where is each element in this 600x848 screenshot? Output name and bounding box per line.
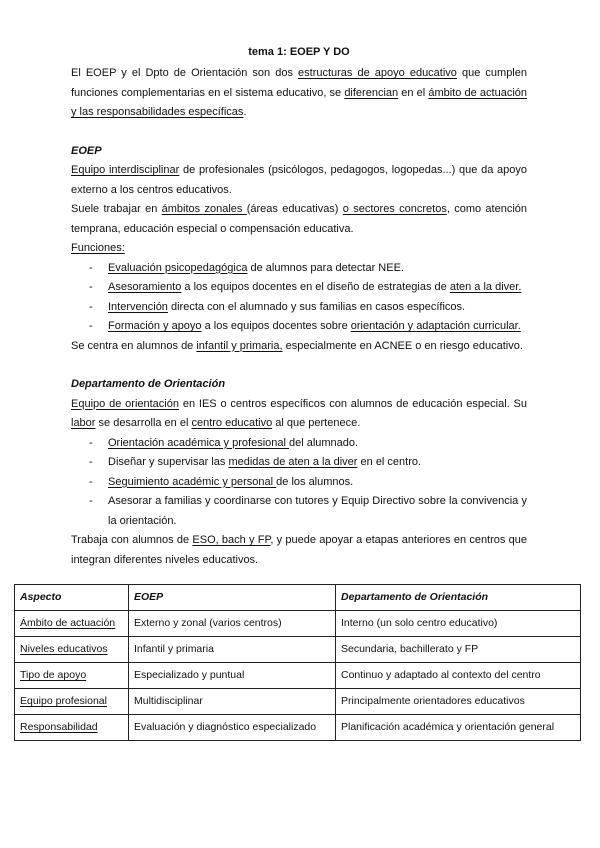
table-row [15,715,581,741]
underlined-text: estructuras de apoyo educativo [298,67,457,79]
underlined-text: Intervención [108,300,168,313]
do-paragraph-1 [71,395,527,434]
table-header-row [15,585,581,611]
underlined-text: labor [71,417,96,429]
underlined-text: ESO, bach y FP [192,534,271,546]
underlined-text: aten a la diver. [449,281,522,293]
table-header-cell: EOEP [129,585,336,611]
text: en IES o centros específicos con alumnos de educación especial. Su [178,397,527,410]
functions-label [71,239,527,259]
eoep-heading: EOEP [71,144,102,157]
text: Se centra en alumnos de [71,339,197,352]
text: de profesionales (psicólogos, pedagogos, logopedas...) que da apoyo externo a los centros educativos. [71,164,527,196]
underlined-text: Equipo profesional [20,694,107,707]
underlined-text: Equipo interdisciplinar [71,164,180,176]
table-row [15,637,581,663]
table-header-cell: Departamento de Orientación [336,585,581,611]
text: , y puede apoyar a etapas anteriores en centros que integran diferentes niveles educativos. [71,534,527,566]
document-page [71,40,527,570]
comparison-table [14,584,581,741]
eoep-paragraph-1 [71,161,527,200]
underlined-text: o sectores concretos [342,203,447,215]
underlined-text: Responsabilidad [20,720,98,733]
text: Suele trabajar en [71,203,162,215]
table-cell: Continuo y adaptado al contexto del centro [336,663,581,689]
intro-paragraph [71,64,527,123]
table-cell: Principalmente orientadores educativos [336,689,581,715]
text: directa con el alumnado y sus familias en casos específicos. [167,300,466,313]
underlined-text: Seguimiento académic y personal [108,475,277,488]
eoep-paragraph-2 [71,200,527,239]
text: se desarrolla en el [95,417,192,429]
text: a los equipos docentes sobre [201,320,351,332]
table-row [15,611,581,637]
table-cell: Evaluación y diagnóstico especializado [129,715,336,741]
text: a los equipos docentes en el diseño de estrategias de [181,281,450,293]
functions-list [71,259,527,337]
list-item [71,492,527,531]
text: de alumnos para detectar NEE. [247,261,404,274]
table-cell [15,637,129,663]
eoep-paragraph-3 [71,337,527,357]
list-item [71,317,527,337]
do-list [71,434,527,532]
table-cell: Especializado y puntual [129,663,336,689]
list-item [71,278,527,298]
underlined-text: Niveles educativos [20,642,108,655]
text: del alumnado. [288,436,359,449]
table-row [15,663,581,689]
table-cell [15,715,129,741]
list-item [71,298,527,318]
table-cell: Planificación académica y orientación general [336,715,581,741]
underlined-text: infantil y primaria, [196,339,283,352]
text: de los alumnos. [276,475,354,488]
list-item [71,473,527,493]
underlined-text: diferencian [344,86,399,99]
text: en el [398,86,429,99]
underlined-text: medidas de aten a la diver [228,456,358,468]
list-item [71,453,527,473]
underlined-text: Ámbito de actuación [20,616,116,629]
table-cell: Externo y zonal (varios centros) [129,611,336,637]
text: especialmente en ACNEE o en riesgo educativo. [282,339,523,352]
table-cell [15,689,129,715]
text: Asesorar a familias y coordinarse con tutores y Equip Directivo sobre la convivencia y la orientación. [108,495,527,527]
underlined-text: ámbitos zonales [161,203,247,215]
underlined-text: Asesoramiento [108,281,182,293]
text: El EOEP y el Dpto de Orientación son dos [71,67,299,79]
list-item [71,259,527,279]
underlined-text: Formación y apoyo [108,320,202,332]
underlined-text: ámbito de actuación y las responsabilidades específicas [71,86,528,118]
table-cell [15,611,129,637]
underlined-text: centro educativo [191,417,273,429]
text: . [243,106,247,118]
table-cell: Multidisciplinar [129,689,336,715]
text: (áreas educativas) [246,203,343,215]
table-row [15,689,581,715]
text: Trabaja con alumnos de [71,534,193,546]
text: al que pertenece. [272,417,361,429]
document-title: tema 1: EOEP Y DO [248,46,350,58]
underlined-text: Funciones: [71,242,125,254]
underlined-text: Tipo de apoyo [20,668,87,681]
text: Diseñar y supervisar las [108,456,229,468]
do-heading: Departamento de Orientación [71,378,226,390]
underlined-text: Orientación académica y profesional [108,436,289,449]
text: que cumplen funciones complementarias en el sistema educativo, se [71,67,527,99]
list-item [71,434,527,454]
underlined-text: Evaluación psicopedagógica [108,261,248,274]
table-cell: Infantil y primaria [129,637,336,663]
table-cell: Secundaria, bachillerato y FP [336,637,581,663]
underlined-text: Equipo de orientación [71,397,179,410]
table-cell [15,663,129,689]
table-cell: Interno (un solo centro educativo) [336,611,581,637]
table-header-cell: Aspecto [15,585,129,611]
text: en el centro. [357,456,422,468]
do-paragraph-2 [71,531,527,570]
underlined-text: orientación y adaptación curricular. [350,320,521,332]
text: , como atención temprana, educación especial o compensación educativa. [71,203,528,235]
